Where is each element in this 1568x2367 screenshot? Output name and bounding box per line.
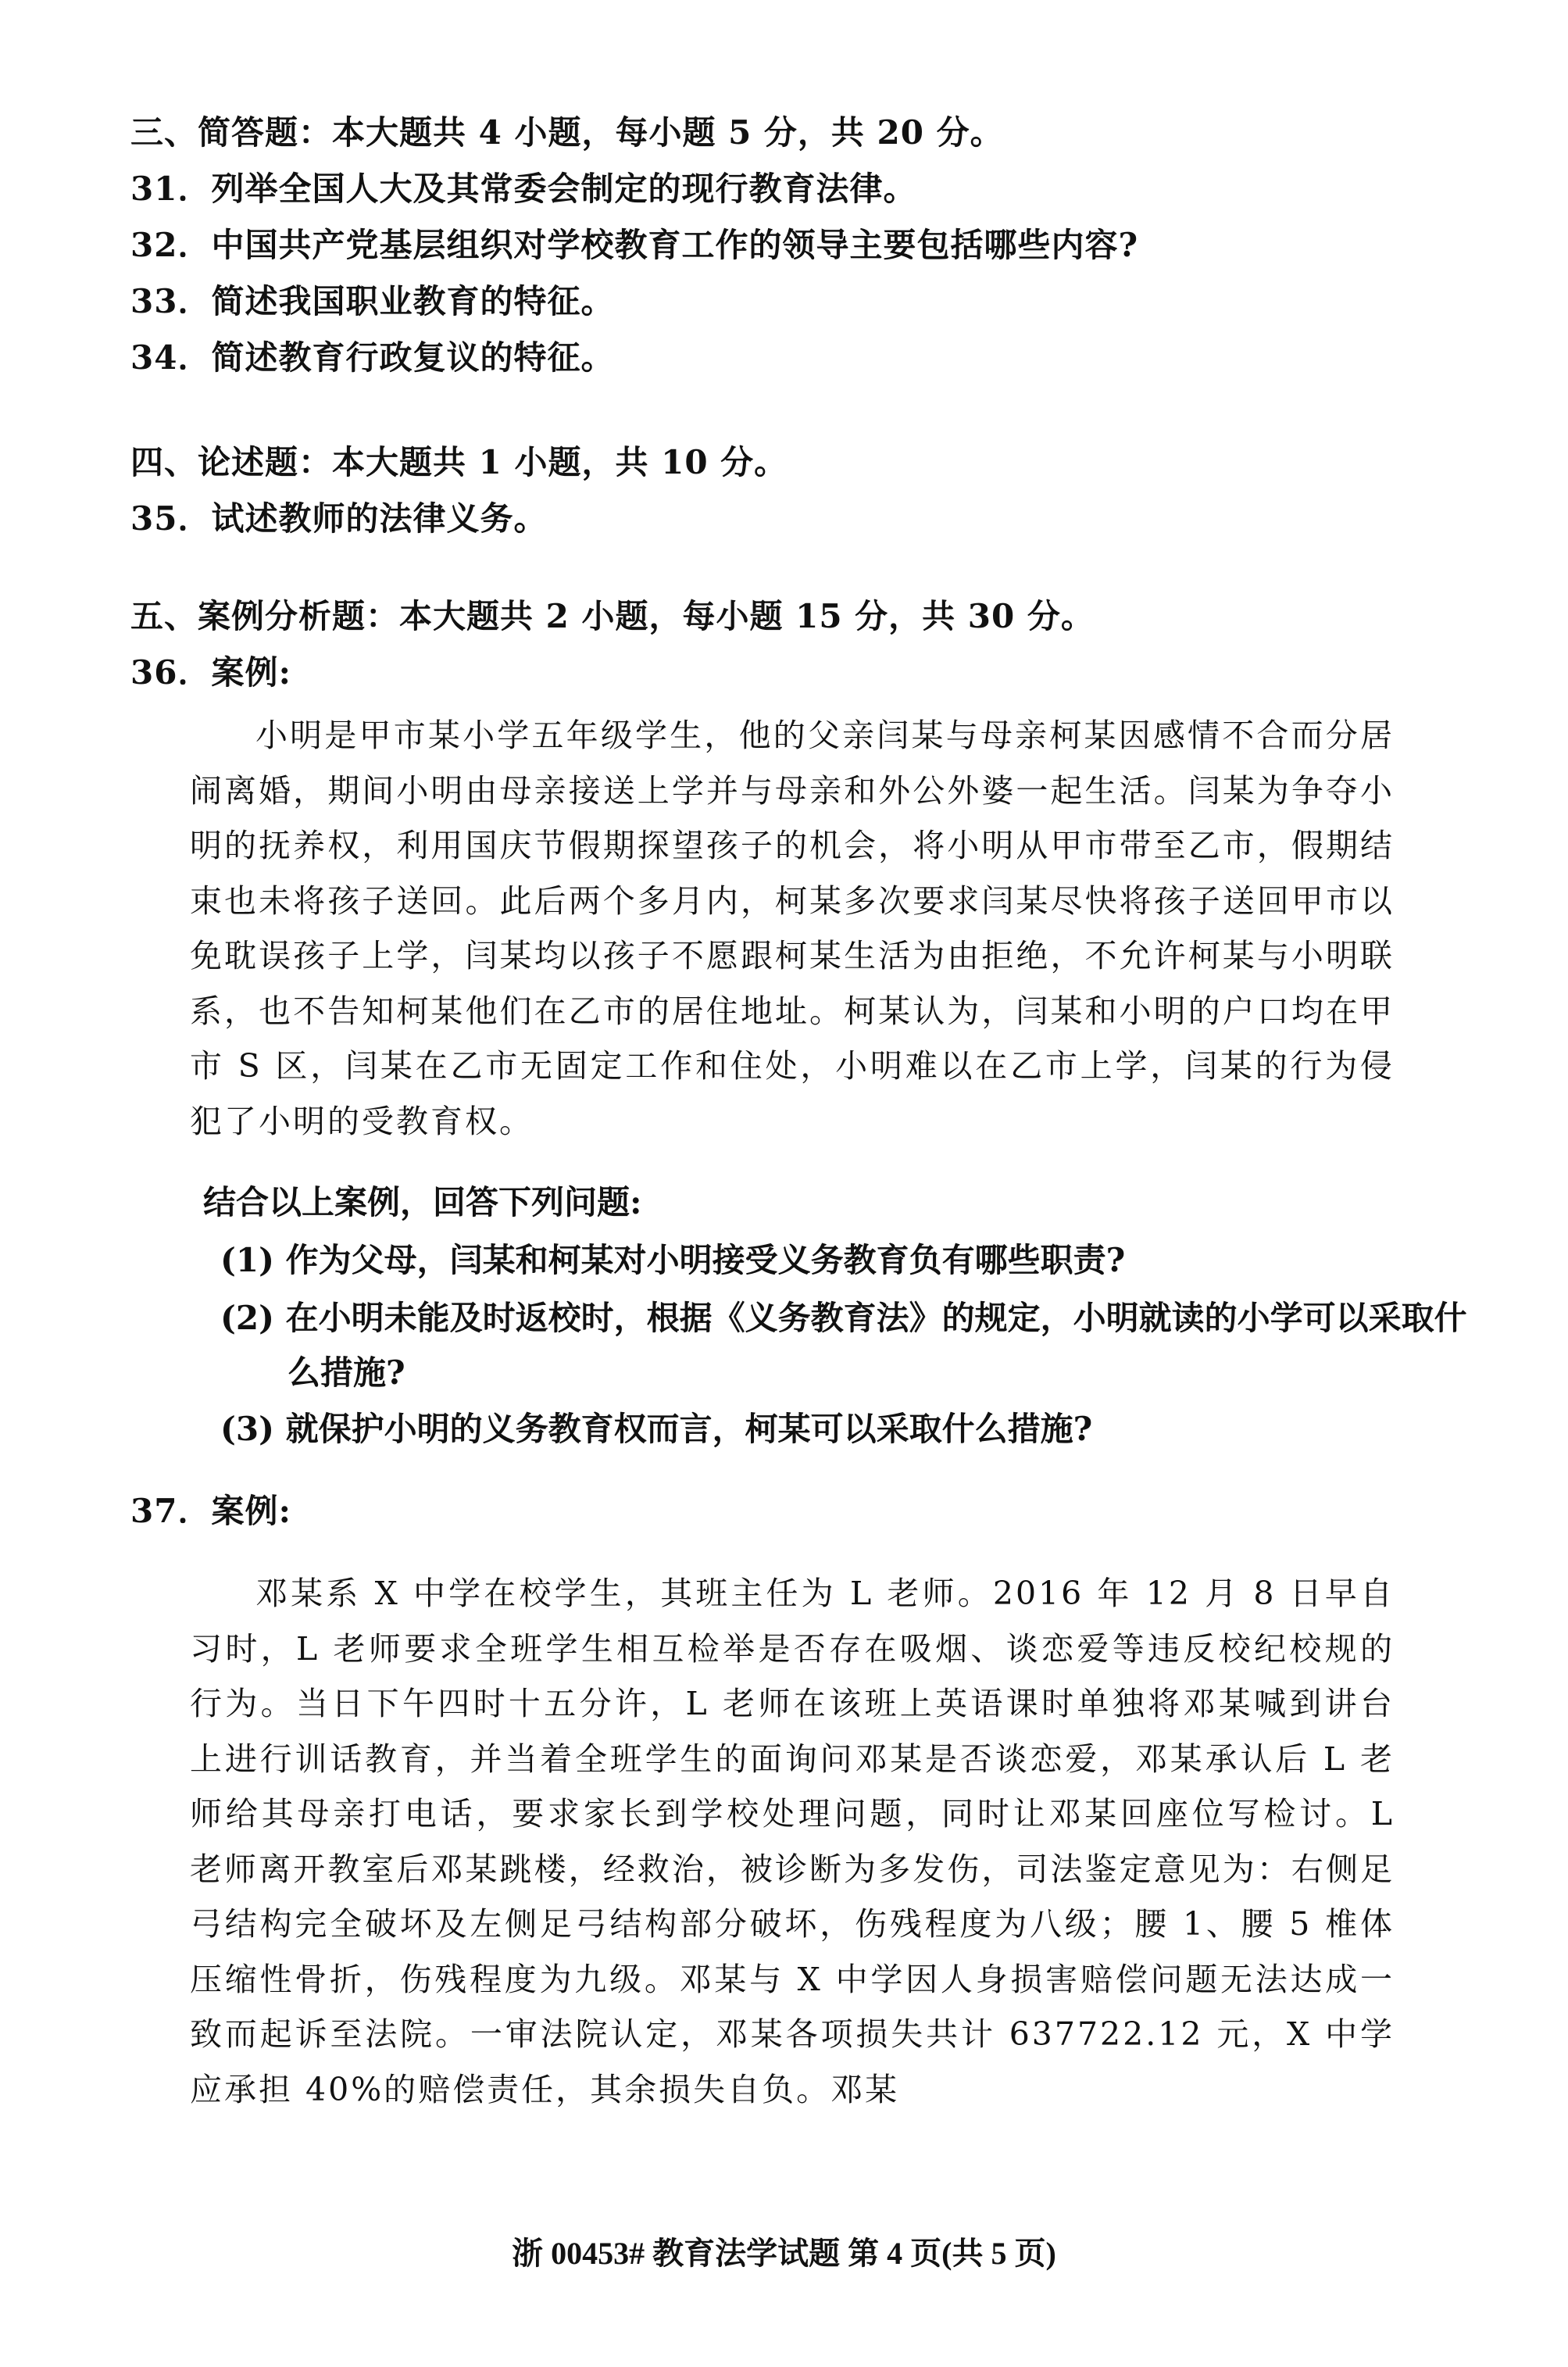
question-35: 35．试述教师的法律义务。	[130, 499, 548, 538]
section-3-heading: 三、简答题：本大题共 4 小题，每小题 5 分，共 20 分。	[130, 113, 1004, 152]
case-36-prompt: 结合以上案例，回答下列问题:	[203, 1183, 642, 1221]
question-33: 33．简述我国职业教育的特征。	[130, 282, 615, 320]
case-36-subquestion-2: (2) 在小明未能及时返校时，根据《义务教育法》的规定，小明就读的小学可以采取什么措施?	[220, 1299, 1467, 1392]
section-4-heading: 四、论述题：本大题共 1 小题，共 10 分。	[130, 443, 788, 481]
case-36-subquestion-3: (3) 就保护小明的义务教育权而言，柯某可以采取什么措施?	[220, 1410, 1093, 1448]
case-37-text: 邓某系 X 中学在校学生，其班主任为 L 老师。2016 年 12 月 8 日早自习时，L 老师要求全班学生相互检举是否存在吸烟、谈恋爱等违反校纪校规的行为。当日下午四时十五分许，L 老师在该班上英语课时单独将邓某喊到讲台上进行训话教育，并当着全班学生的面询问邓某是否谈恋爱，邓某承认后 L 老师给其母亲打电话，要求家长到学校处理问题，同时让邓某回座位写检讨。L 老师离开教室后邓某跳楼，经救治，被诊断为多发伤，司法鉴定意见为：右侧足弓结构完全破坏及左侧足弓结构部分破坏，伤残程度为八级；腰 1、腰 5 椎体压缩性骨折，伤残程度为九级。邓某与 X 中学因人身损害赔偿问题无法达成一致而起诉至法院。一审法院认定，邓某各项损失共计 637722.12 元，X 中学应承担 40%的赔偿责任，其余损失自负。邓某	[190, 1575, 1395, 2108]
section-5-heading: 五、案例分析题：本大题共 2 小题，每小题 15 分，共 30 分。	[130, 597, 1095, 635]
question-32: 32．中国共产党基层组织对学校教育工作的领导主要包括哪些内容?	[130, 226, 1139, 264]
page-footer: 浙 00453# 教育法学试题 第 4 页(共 5 页)	[512, 2236, 1056, 2271]
case-37-label: 37．案例:	[130, 1492, 291, 1530]
case-36-text: 小明是甲市某小学五年级学生，他的父亲闫某与母亲柯某因感情不合而分居闹离婚，期间小明由母亲接送上学并与母亲和外公外婆一起生活。闫某为争夺小明的抚养权，利用国庆节假期探望孩子的机会，将小明从甲市带至乙市，假期结束也未将孩子送回。此后两个多月内，柯某多次要求闫某尽快将孩子送回甲市以免耽误孩子上学，闫某均以孩子不愿跟柯某生活为由拒绝，不允许柯某与小明联系，也不告知柯某他们在乙市的居住地址。柯某认为，闫某和小明的户口均在甲市 S 区，闫某在乙市无固定工作和住处，小明难以在乙市上学，闫某的行为侵犯了小明的受教育权。	[190, 717, 1395, 1140]
question-34: 34．简述教育行政复议的特征。	[130, 338, 615, 377]
question-31: 31．列举全国人大及其常委会制定的现行教育法律。	[130, 170, 917, 208]
case-36-label: 36．案例:	[130, 653, 291, 692]
case-36-subquestion-1: (1) 作为父母，闫某和柯某对小明接受义务教育负有哪些职责?	[220, 1241, 1126, 1279]
